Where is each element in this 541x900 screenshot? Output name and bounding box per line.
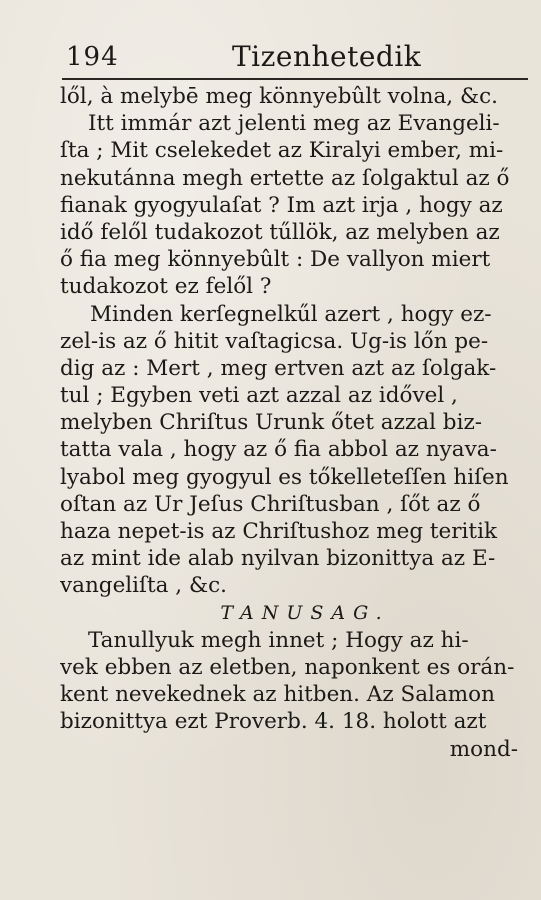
text-line: fianak gyogyulaſat ? Im azt irja , hogy az [60,192,503,218]
text-line: ő fia meg könnyebûlt : De vallyon miert [60,247,491,273]
text-line: haza nepet-is az Chriſtushoz meg teritik [60,519,497,544]
text-line: zel-is az ő hitit vaſtagicsa. Ug-is lőn pe- [60,328,489,354]
paragraph-first-line: Minden kerſegnelkűl azert , hogy ez- [90,301,492,327]
text-line: idő felől tudakozot tűllök, az melyben az [60,219,500,245]
text-line: tudakozot ez felől ? [60,274,272,300]
page-body [60,83,530,763]
text-line: nekutánna megh ertette az ſolgaktul az ő [60,165,510,191]
text-line: tatta vala , hogy az ő fia abbol az nyava- [60,437,497,463]
section-heading: TANUSAG. [220,601,390,624]
text-line: melyben Chriſtus Urunk őtet azzal biz- [60,410,483,436]
text-line: ſta ; Mit cselekedet az Kiralyi ember, mi- [60,138,504,164]
page-number: 194 [66,42,119,72]
text-line: kent nevekednek az hitben. Az Salamon [60,682,495,708]
text-line: bizonittya ezt Proverb. 4. 18. holott azt [60,709,487,735]
text-line: lyabol meg gyogyul es tőkelletеſſen hiſen [60,464,509,490]
text-line: dig az : Mert , meg ertven azt az ſolgak- [60,355,497,381]
catchword: mond- [449,736,518,762]
text-line: vek ebben az eletben, naponkent es orán- [60,654,515,680]
paragraph-first-line: Itt immár azt jelenti meg az Evangeli- [88,111,500,137]
text-line: lől, à melybē meg könnyebûlt volna, &c. [60,84,498,109]
page-header [56,40,526,80]
text-line: az mint ide alab nyilvan bizonittya az E- [60,546,496,572]
text-line: oſtan az Ur Jeſus Chriſtusban , ſőt az ő [60,491,481,517]
paragraph-first-line: Tanullyuk megh innet ; Hogy az hi- [88,627,469,653]
header-rule [62,78,528,80]
text-line: vangeliſta , &c. [60,573,227,599]
running-head: Tizenhetedik [232,40,422,73]
text-line: tul ; Egyben veti azt azzal az idővel , [60,383,458,409]
